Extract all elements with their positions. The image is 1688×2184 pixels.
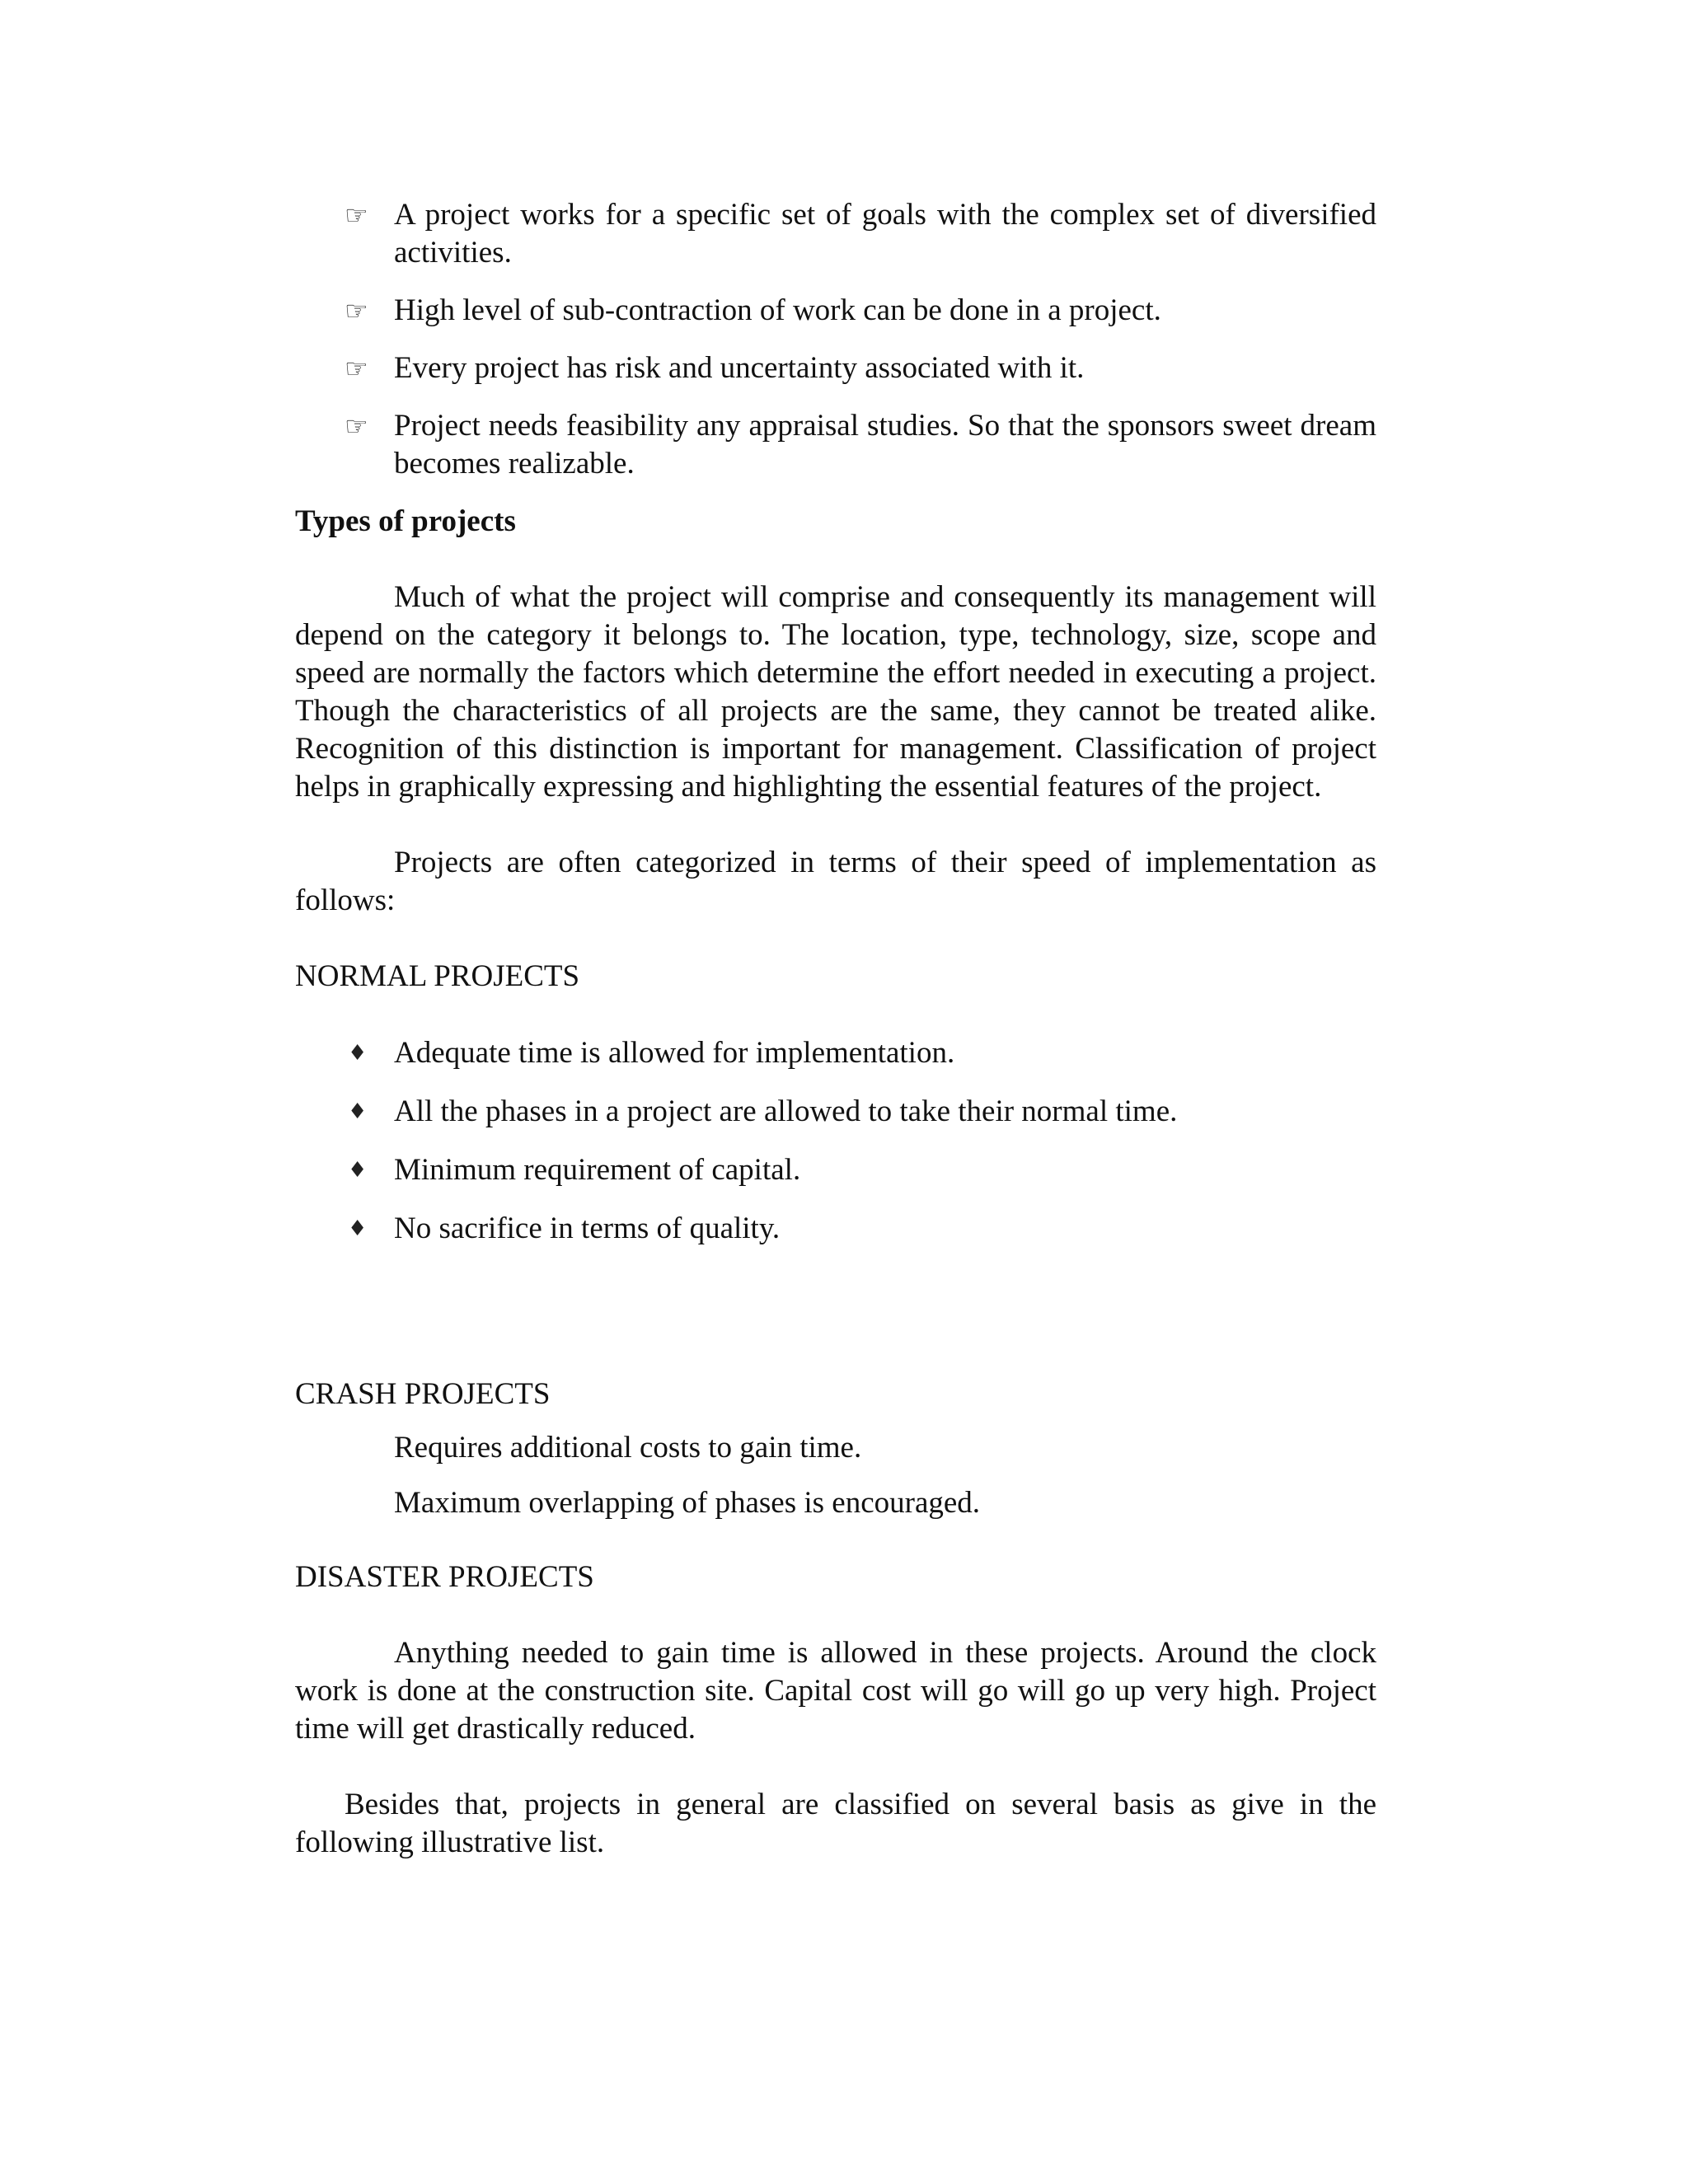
types-of-projects-heading: Types of projects (295, 504, 516, 538)
diamond-bullet-icon: ♦ (348, 1041, 368, 1066)
normal-projects-title: NORMAL PROJECTS (295, 959, 580, 993)
pointing-hand-icon: ☞ (345, 199, 368, 231)
list-item-text: Minimum requirement of capital. (394, 1153, 801, 1187)
disaster-projects-paragraph: Anything needed to gain time is allowed in these projects. Around the clock work is done at the construction site. Capital cost will go will go up very high. Project time will get drastically reduced. (295, 1636, 1376, 1746)
diamond-bullet-icon: ♦ (348, 1158, 368, 1183)
list-item (295, 1093, 1376, 1131)
project-characteristics-list (295, 196, 1376, 483)
list-item (295, 1151, 1376, 1189)
pointing-hand-icon: ☞ (345, 295, 368, 326)
list-item (295, 292, 1376, 330)
list-item-text: Every project has risk and uncertainty associated with it. (394, 351, 1085, 385)
pointing-hand-icon: ☞ (345, 353, 368, 384)
list-item (295, 407, 1376, 483)
crash-projects-line: Maximum overlapping of phases is encouraged. (394, 1486, 981, 1520)
normal-projects-list (295, 1034, 1376, 1248)
list-item (295, 1034, 1376, 1072)
crash-projects-title: CRASH PROJECTS (295, 1377, 551, 1411)
categorized-paragraph: Projects are often categorized in terms of their speed of implementation as follows: (295, 846, 1376, 917)
list-item-text: No sacrifice in terms of quality. (394, 1212, 781, 1245)
list-item (295, 196, 1376, 272)
disaster-projects-title: DISASTER PROJECTS (295, 1560, 594, 1594)
closing-paragraph: Besides that, projects in general are classified on several basis as give in the following illustrative list. (295, 1788, 1376, 1859)
pointing-hand-icon: ☞ (345, 410, 368, 442)
diamond-bullet-icon: ♦ (348, 1216, 368, 1241)
list-item-text: High level of sub-contraction of work can be done in a project. (394, 293, 1161, 327)
list-item-text: Adequate time is allowed for implementation. (394, 1036, 955, 1070)
diamond-bullet-icon: ♦ (348, 1099, 368, 1124)
list-item-text: Project needs feasibility any appraisal studies. So that the sponsors sweet dream becomes realizable. (394, 409, 1376, 480)
crash-projects-line: Requires additional costs to gain time. (394, 1431, 862, 1465)
types-paragraph: Much of what the project will comprise and consequently its management will depend on the category it belongs to. The location, type, technology, size, scope and speed are normally the factors which determine the effort needed in executing a project. Though the characteristics of all projects are the same, they cannot be treated alike. Recognition of this distinction is important for management. Classification of project helps in graphically expressing and highlighting the essential features of the project. (295, 580, 1376, 804)
list-item-text: All the phases in a project are allowed to take their normal time. (394, 1094, 1178, 1128)
list-item-text: A project works for a specific set of goals with the complex set of diversified activities. (394, 198, 1376, 269)
list-item (295, 349, 1376, 387)
document-page (295, 196, 1376, 1862)
list-item (295, 1210, 1376, 1248)
